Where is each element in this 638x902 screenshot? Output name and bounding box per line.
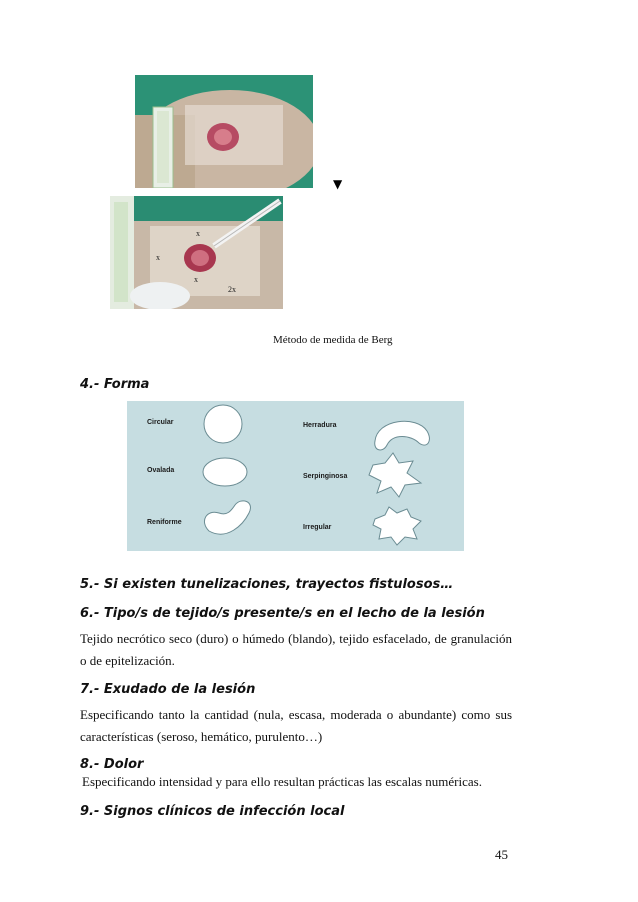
photo-label-a: x xyxy=(156,253,160,262)
serpinginous-shape xyxy=(369,453,421,497)
paragraph-dolor: Especificando intensidad y para ello resultan prácticas las escalas numéricas. xyxy=(82,774,482,789)
shape-label-circular: Circular xyxy=(147,419,174,426)
heading-infeccion: 9.- Signos clínicos de infección local xyxy=(80,804,345,819)
wound-shapes-figure xyxy=(127,401,464,551)
shape-drawings xyxy=(127,401,464,551)
paragraph-exudado: Especificando tanto la cantidad (nula, escasa, moderada o abundante) como sus características (seroso, hemático, purulento…) xyxy=(80,707,512,744)
heading-tejido: 6.- Tipo/s de tejido/s presente/s en el lecho de la lesión xyxy=(80,606,485,621)
heading-exudado: 7.- Exudado de la lesión xyxy=(80,682,256,697)
heading-dolor: 8.- Dolor xyxy=(80,757,144,772)
oval-shape xyxy=(203,458,247,486)
horseshoe-shape xyxy=(375,421,430,450)
wound-photo-1 xyxy=(135,75,313,188)
page-number: 45 xyxy=(495,847,508,862)
arrow-down-icon: ▼ xyxy=(333,177,343,191)
photo-label-b: x xyxy=(196,229,200,238)
wound-photo-1-drawing xyxy=(135,75,313,188)
kidney-shape xyxy=(204,501,250,534)
shape-label-herradura: Herradura xyxy=(303,422,337,429)
wound-photo-2-drawing xyxy=(110,196,283,309)
heading-forma: 4.- Forma xyxy=(80,377,150,392)
shape-label-reniforme: Reniforme xyxy=(147,519,182,526)
shape-label-serpinginosa: Serpinginosa xyxy=(303,473,348,480)
photo-label-d: x xyxy=(194,275,198,284)
shape-label-ovalada: Ovalada xyxy=(147,467,175,474)
irregular-shape xyxy=(373,507,421,545)
heading-tunelizaciones: 5.- Si existen tunelizaciones, trayectos fistulosos… xyxy=(80,577,454,592)
photo-label-c: 2x xyxy=(228,285,236,294)
circular-shape xyxy=(204,405,242,443)
wound-photo-2 xyxy=(110,196,283,309)
figure-caption: Método de medida de Berg xyxy=(273,334,393,346)
paragraph-tejido: Tejido necrótico seco (duro) o húmedo (blando), tejido esfacelado, de granulación o de epitelización. xyxy=(80,631,512,668)
shape-label-irregular: Irregular xyxy=(303,524,332,531)
